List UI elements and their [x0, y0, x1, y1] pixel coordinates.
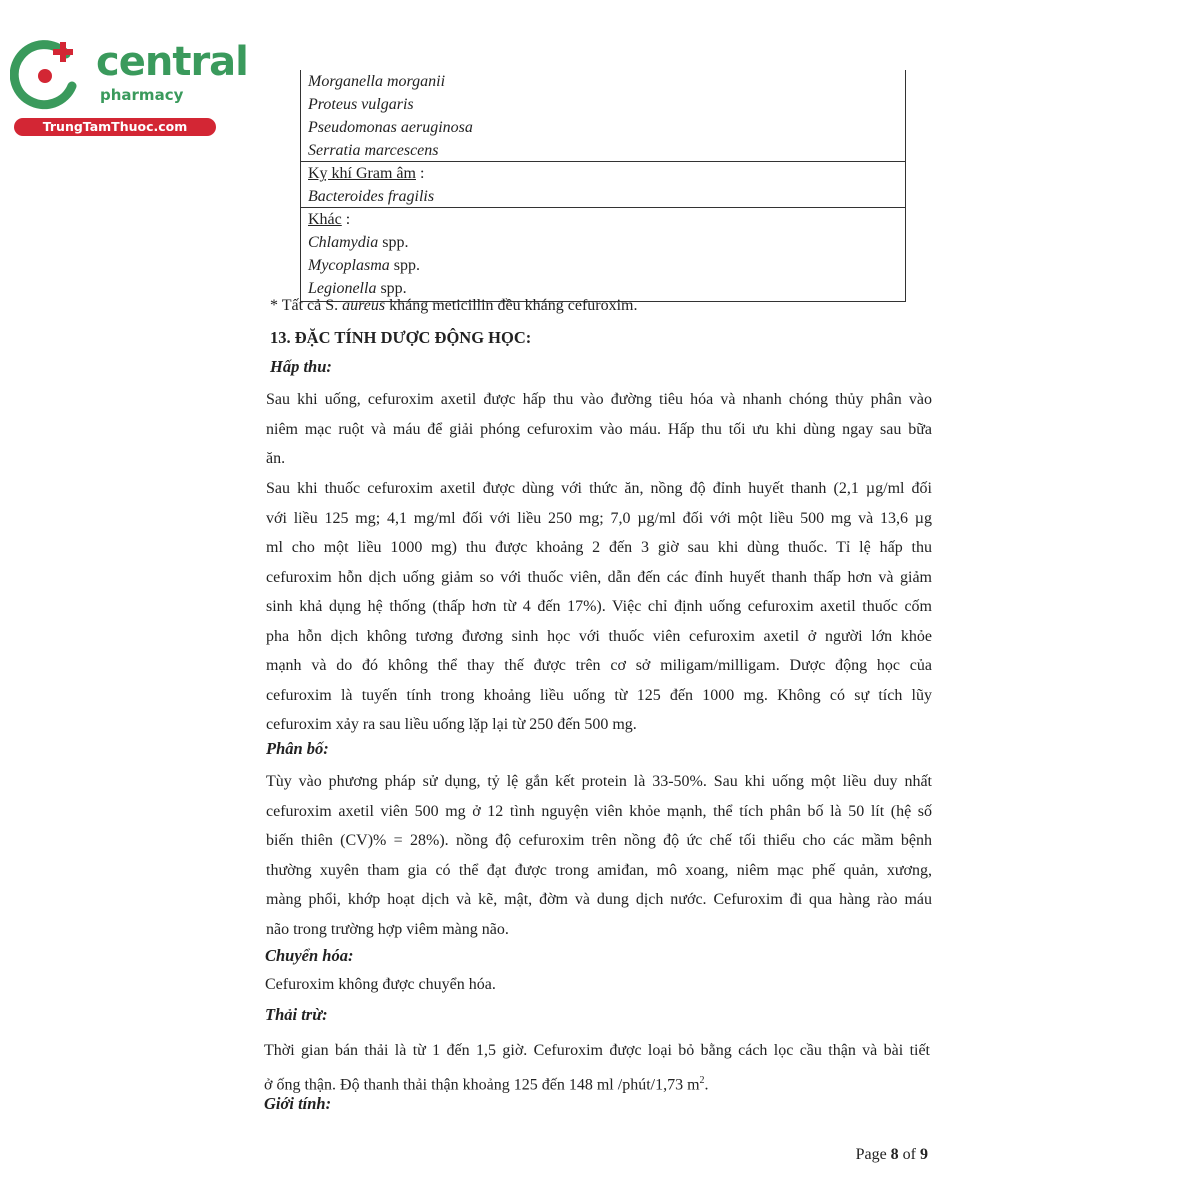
text-line: cefuroxim hỗn dịch uống giảm so với thuốc viên, dẫn đến các đỉnh huyết thanh thấp hơn và giảm [266, 568, 932, 586]
page-number [856, 1146, 928, 1164]
organism-name: Mycoplasma [308, 257, 390, 274]
footnote-text-end: kháng meticillin đều kháng cefuroxim. [385, 297, 638, 314]
excretion-paragraph [264, 1036, 930, 1099]
organism-suffix: spp. [376, 280, 407, 297]
footnote-text: * Tất cả S. [270, 297, 343, 314]
group-header-colon: : [341, 211, 351, 228]
organism-name: Legionella [308, 280, 377, 297]
organism-name: Pseudomonas aeruginosa [308, 119, 473, 136]
organism-name: Proteus vulgaris [308, 96, 414, 113]
absorption-paragraph-2 [266, 474, 932, 740]
text-line: pha hỗn dịch không tương đương sinh học với thuốc viên cefuroxim axetil ở người lớn khỏe [266, 627, 932, 645]
text-line: ml cho một liều 1000 mg) thu được khoảng 2 đến 3 giờ sau khi dùng thuốc. Tỉ lệ hấp thu [266, 539, 932, 556]
text-line: Thời gian bán thải là từ 1 đến 1,5 giờ. Cefuroxim được loại bỏ bằng cách lọc cầu thận và bài tiết [264, 1042, 930, 1059]
group-header [301, 208, 905, 231]
absorption-paragraph-1 [266, 385, 932, 474]
text-line: não trong trường hợp viêm màng não. [266, 920, 509, 938]
group-header-label: Khác [308, 211, 342, 228]
group-header-colon: : [415, 165, 425, 182]
organism-suffix: spp. [389, 257, 420, 274]
subsection-distribution: Phân bố: [266, 739, 329, 758]
logo-mark-icon [10, 40, 80, 110]
organism-name: Bacteroides fragilis [308, 188, 435, 205]
text-line: sinh khả dụng hệ thống (thấp hơn từ 4 đến 17%). Việc chỉ định uống cefuroxim axetil thuốc cốm [266, 598, 932, 615]
text-line: cefuroxim xảy ra sau liều uống lặp lại từ 250 đến 500 mg. [266, 716, 637, 733]
organism-suffix: spp. [378, 234, 409, 251]
text-line: biến thiên (CV)% = 28%). nồng độ cefuroxim trên nồng độ ức chế tối thiểu cho các mầm bệnh [266, 832, 932, 849]
organism-entry [301, 254, 905, 277]
page-of: of [898, 1146, 920, 1163]
group-header [301, 162, 905, 185]
text-line: niêm mạc ruột và máu để giải phóng cefuroxim vào máu. Hấp thu tối ưu khi dùng ngay sau bữa [266, 420, 932, 438]
text-line: cefuroxim là tuyến tính trong khoảng liều uống từ 125 đến 1000 mg. Không có sự tích lũy [266, 686, 932, 704]
organism-name: Serratia marcescens [308, 142, 439, 159]
superscript: 2 [699, 1074, 705, 1086]
text-line: ăn. [266, 450, 286, 467]
subsection-excretion: Thải trừ: [265, 1005, 328, 1024]
antibiotic-spectrum-table [300, 70, 906, 302]
text-line: thường xuyên tham gia có thể đạt được trong amiđan, mô xoang, niêm mạc phế quản, xương, [266, 861, 932, 879]
text-line: màng phổi, khớp hoạt dịch và kẽ, mật, đờm và dung dịch nước. Cefuroxim đi qua hàng rào máu [266, 891, 932, 908]
table-row [301, 162, 905, 208]
distribution-paragraph [266, 767, 932, 944]
pharmacy-logo [10, 38, 248, 138]
organism-name: Chlamydia [308, 234, 379, 251]
logo-website: TrungTamThuoc.com [14, 118, 216, 136]
subsection-gender: Giới tính: [264, 1094, 332, 1113]
footnote-italic: aureus [342, 297, 386, 314]
organism-name: Morganella morganii [308, 73, 446, 90]
page-total: 9 [920, 1146, 928, 1163]
metabolism-paragraph: Cefuroxim không được chuyển hóa. [265, 976, 496, 993]
text-line: với liều 125 mg; 4,1 mg/ml đối với liều 250 mg; 7,0 µg/ml đối với một liều 500 mg và 13,6 µg [266, 509, 932, 527]
page-current: 8 [890, 1146, 899, 1163]
text-line: Tùy vào phương pháp sử dụng, tỷ lệ gắn kết protein là 33-50%. Sau khi uống một liều duy nhất [266, 773, 932, 790]
text-line [264, 1066, 930, 1100]
table-row [301, 208, 905, 301]
section-title: 13. ĐẶC TÍNH DƯỢC ĐỘNG HỌC: [270, 328, 532, 347]
text-line-main: ở ống thận. Độ thanh thải thận khoảng 125 đến 148 ml /phút/1,73 m [264, 1075, 700, 1093]
text-line-end: . [704, 1075, 709, 1093]
page-label: Page [855, 1146, 891, 1163]
table-row [301, 70, 905, 162]
text-line: mạnh và do đó không thể thay thế được trên cơ sở miligam/milligam. Dược động học của [266, 657, 932, 674]
text-line: cefuroxim axetil viên 500 mg ở 12 tình nguyện viên khỏe mạnh, thể tích phân bố là 50 lít (hệ số [266, 802, 932, 820]
text-line: Sau khi uống, cefuroxim axetil được hấp thu vào đường tiêu hóa và nhanh chóng thủy phân vào [266, 391, 932, 408]
subsection-absorption: Hấp thu: [270, 357, 332, 376]
subsection-metabolism: Chuyển hóa: [265, 946, 354, 965]
logo-subtitle: pharmacy [100, 86, 184, 104]
group-header-label: Kỵ khí Gram âm [308, 165, 416, 182]
table-footnote [270, 297, 637, 315]
logo-brand: central [96, 39, 248, 85]
text-line: Sau khi thuốc cefuroxim axetil được dùng với thức ăn, nồng độ đỉnh huyết thanh (2,1 µg/ml đối [266, 480, 932, 497]
organism-entry [301, 231, 905, 254]
